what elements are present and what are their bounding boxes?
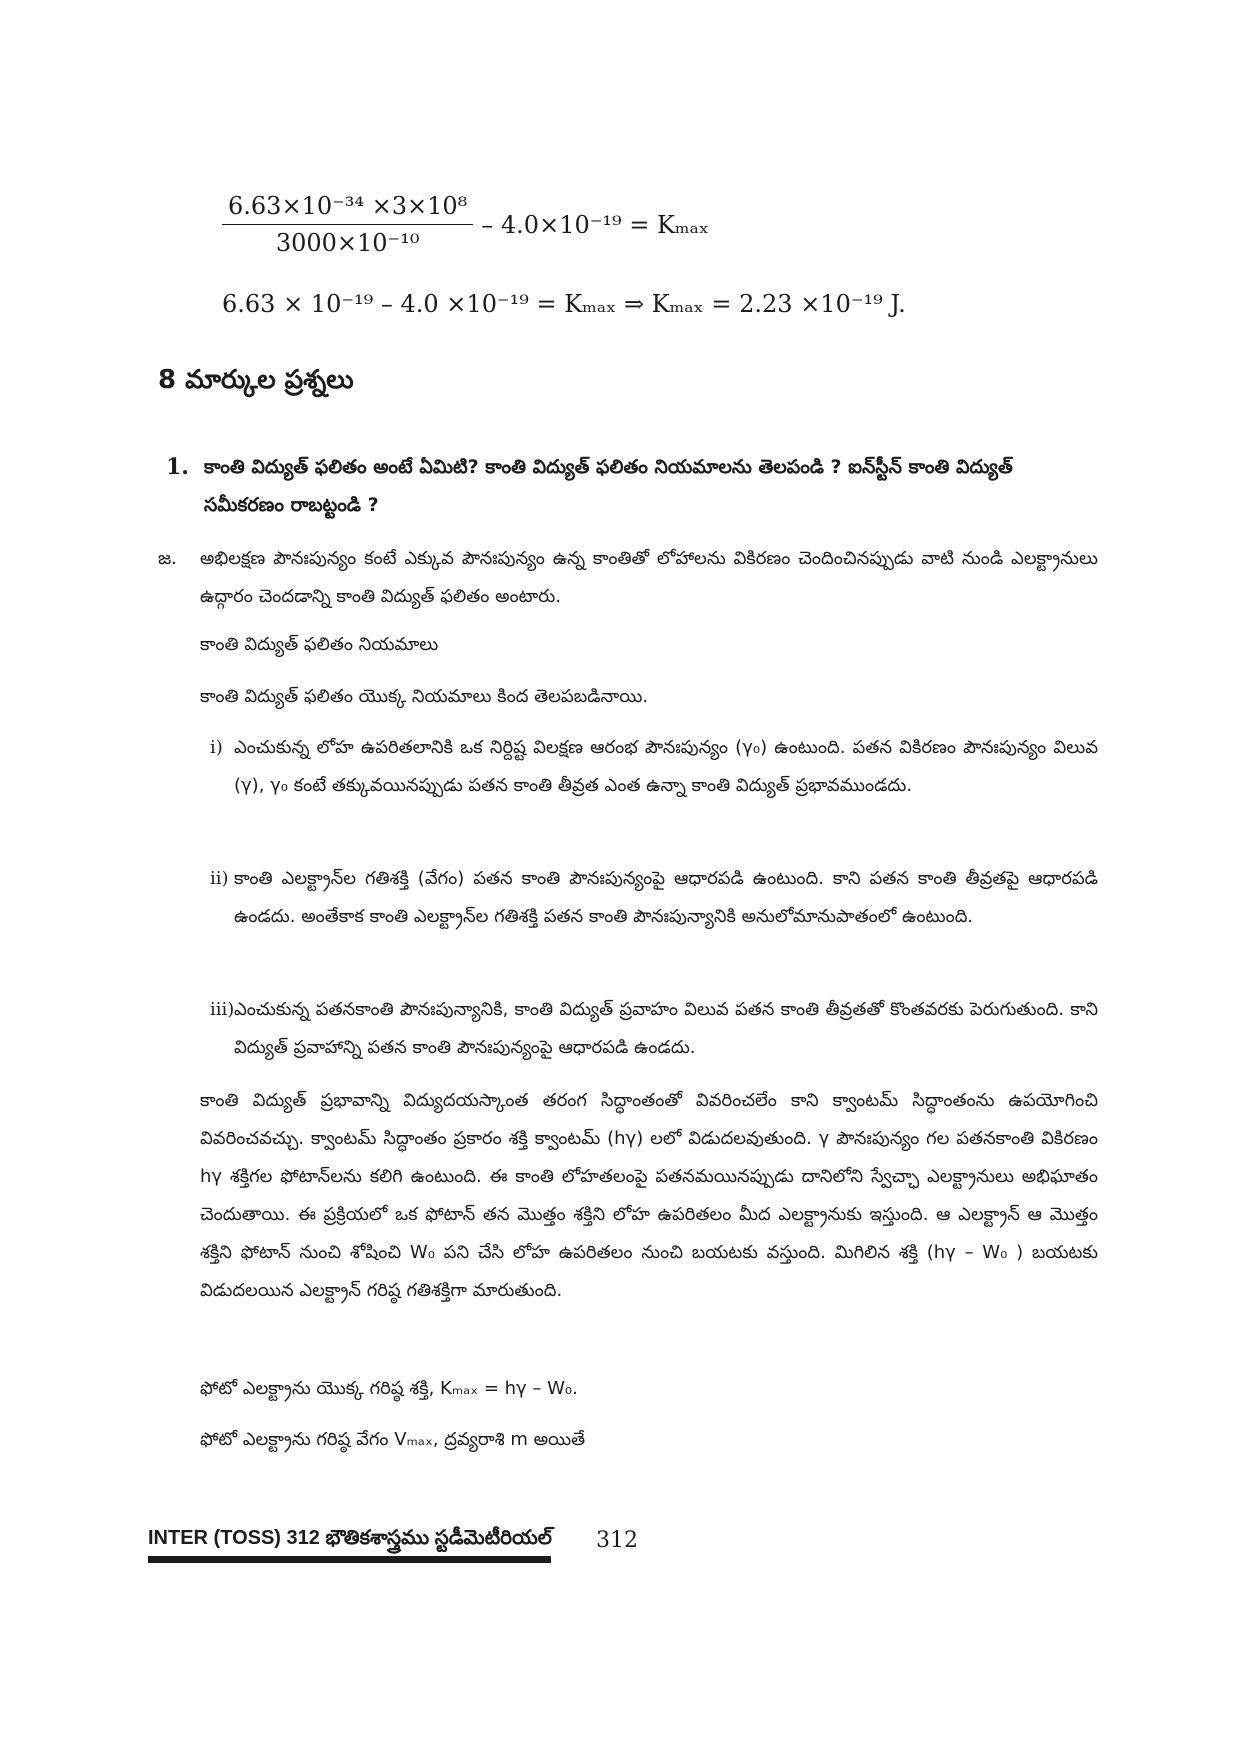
footer-title: INTER (TOSS) 312 భౌతికశాస్త్రము స్టడీమెటీరియల్ xyxy=(148,1527,552,1549)
law-text: కాంతి ఎలక్ట్రాన్‌ల గతిశక్తి (వేగం) పతన కాంతి పౌనఃపున్యంపై ఆధారపడి ఉంటుంది. కాని పతన కాంతి తీవ్రతపై ఆధారపడి ఉండదు. అంతేకాక కాంతి ఎలక్ట్రాన్‌ల గతిశక్తి పతన కాంతి పౌనఃపున్యానికి అనులోమానుపాతంలో ఉంటుంది. xyxy=(234,868,1098,927)
explanation-paragraph: కాంతి విద్యుత్ ప్రభావాన్ని విద్యుదయస్కాంత తరంగ సిద్ధాంతంతో వివరించలేం కాని క్వాంటమ్ సిద్ధాంతంను ఉపయోగించి వివరించవచ్చు. క్వాంటమ్ సిద్ధాంతం ప్రకారం శక్తి క్వాంటమ్ (hγ) లలో విడుదలవుతుంది. γ పౌనఃపున్యం గల పతనకాంతి వికిరణం hγ శక్తిగల ఫోటాన్‌లను కలిగి ఉంటుంది. ఈ కాంతి లోహతలంపై పతనమయినప్పుడు దానిలోని స్వేచ్ఛా ఎలక్ట్రానులు అభిఘాతం చెందుతాయి. ఈ ప్రక్రియలో ఒక ఫోటాన్ తన మొత్తం శక్తిని లోహ ఉపరితలం మీద ఎలక్ట్రానుకు ఇస్తుంది. ఆ ఎలక్ట్రాన్ ఆ మొత్తం శక్తిని ఫోటాన్ నుంచి శోషించి W₀ పని చేసి లోహ ఉపరితలం నుంచి బయటకు వస్తుంది. మిగిలిన శక్తి (hγ – W₀ ) బయటకు విడుదలయిన ఎలక్ట్రాన్ గరిష్ఠ గతిశక్తిగా మారుతుంది. xyxy=(200,1090,1098,1301)
laws-intro: కాంతి విద్యుత్ ఫలితం యొక్క నియమాలు కింద తెలపబడినాయి. xyxy=(200,686,649,707)
answer xyxy=(158,540,1098,616)
law-item xyxy=(210,729,1098,805)
equation-rest: – 4.0×10⁻¹⁹ = Kₘₐₓ xyxy=(481,210,710,239)
law-item xyxy=(210,860,1098,936)
law-number: ii) xyxy=(210,868,229,889)
fraction-numerator: 6.63×10⁻³⁴ ×3×10⁸ xyxy=(222,192,473,225)
equation-kmax-result: 6.63 × 10⁻¹⁹ – 4.0 ×10⁻¹⁹ = Kₘₐₓ ⇒ Kₘₐₓ = 2.23 ×10⁻¹⁹ J. xyxy=(222,290,906,318)
question-text: కాంతి విద్యుత్ ఫలితం అంటే ఏమిటి? కాంతి విద్యుత్ ఫలితం నియమాలను తెలపండి ? ఐన్‌స్టీన్ కాంతి విద్యుత్ సమీకరణం రాబట్టండి ? xyxy=(204,456,1013,516)
question-number: 1. xyxy=(166,454,189,480)
velocity-line: ఫోటో ఎలక్ట్రాను గరిష్ఠ వేగం Vₘₐₓ, ద్రవ్యరాశి m అయితే xyxy=(200,1429,586,1450)
page-number: 312 xyxy=(596,1528,638,1553)
law-text: ఎంచుకున్న లోహ ఉపరితలానికి ఒక నిర్దిష్ట విలక్షణ ఆరంభ పౌనఃపున్యం (γ₀) ఉంటుంది. పతన వికిరణం పౌనఃపున్యం విలువ (γ), γ₀ కంటే తక్కువయినప్పుడు పతన కాంతి తీవ్రత ఎంత ఉన్నా కాంతి విద్యుత్ ప్రభావముండదు. xyxy=(234,737,1098,796)
formula-line: ఫోటో ఎలక్ట్రాను యొక్క గరిష్ఠ శక్తి, Kₘₐₓ = hγ – W₀. xyxy=(200,1378,578,1399)
law-text: ఎంచుకున్న పతనకాంతి పౌనఃపున్యానికి, కాంతి విద్యుత్ ప్రవాహం విలువ పతన కాంతి తీవ్రతతో కొంతవరకు పెరుగుతుంది. కాని విద్యుత్ ప్రవాహాన్ని పతన కాంతి పౌనఃపున్యంపై ఆధారపడి ఉండదు. xyxy=(234,999,1098,1058)
answer-text: అభిలక్షణ పౌనఃపున్యం కంటే ఎక్కువ పౌనఃపున్యం ఉన్న కాంతితో లోహాలను వికిరణం చెందించినప్పుడు వాటి నుండి ఎలక్ట్రానులు ఉద్గారం చెందడాన్ని కాంతి విద్యుత్ ఫలితం అంటారు. xyxy=(200,548,1098,607)
fraction xyxy=(222,192,473,257)
equation-kmax-fraction xyxy=(222,192,709,257)
question xyxy=(166,448,1096,524)
section-title: 8 మార్కుల ప్రశ్నలు xyxy=(158,365,354,395)
answer-label: జ. xyxy=(158,548,177,569)
footer-rule xyxy=(148,1556,551,1563)
laws-heading: కాంతి విద్యుత్ ఫలితం నియమాలు xyxy=(200,634,439,655)
law-number: i) xyxy=(210,737,223,758)
law-number: iii) xyxy=(210,999,235,1020)
fraction-denominator: 3000×10⁻¹⁰ xyxy=(275,229,420,257)
law-item xyxy=(210,991,1098,1067)
